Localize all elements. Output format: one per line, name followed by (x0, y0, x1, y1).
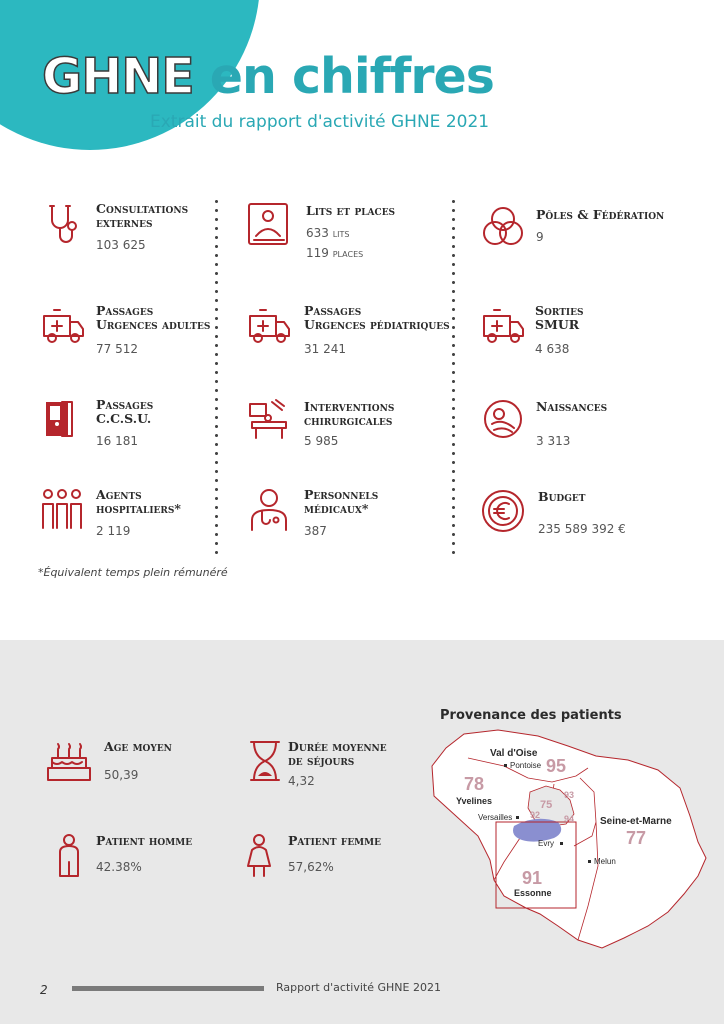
label-versailles: Versailles (478, 813, 513, 822)
door-icon (40, 396, 86, 442)
stat-label: Passages (96, 397, 154, 412)
stat-value: 16 181 (96, 434, 138, 448)
stat-value: 5 985 (304, 434, 339, 448)
footnote: *Équivalent temps plein rémunéré (38, 566, 228, 579)
stat-label: Agents (96, 487, 142, 502)
stat-label: Patient femme (288, 833, 381, 848)
stat-label: de séjours (288, 753, 355, 768)
label-77: 77 (626, 828, 647, 848)
stat-value: 3 313 (536, 434, 571, 448)
hourglass-icon (242, 738, 288, 784)
page-number: 2 (40, 983, 48, 997)
stat-value: 57,62% (288, 860, 334, 874)
city-marker (516, 816, 519, 819)
stat-consultations (40, 200, 210, 260)
label-seine-et-marne: Seine-et-Marne (600, 816, 672, 827)
city-marker (504, 764, 507, 767)
column-separator-1 (215, 197, 218, 557)
birthday-cake-icon (46, 738, 92, 784)
stat-label: Passages (304, 303, 362, 318)
stat-label: Passages (96, 303, 154, 318)
ambulance-icon (480, 302, 526, 348)
label-91: 91 (522, 868, 543, 888)
column-separator-2 (452, 197, 455, 557)
stat-label: Budget (538, 489, 586, 504)
doctor-icon (246, 486, 292, 532)
stat-value: 235 589 392 € (538, 522, 626, 536)
footer-bar (72, 986, 264, 991)
stat-value: 42.38% (96, 860, 142, 874)
stat-budget (480, 488, 680, 544)
stat-label: Naissances (536, 399, 608, 414)
label-75: 75 (540, 799, 553, 811)
people-group-icon (40, 486, 86, 532)
stat-label: hospitaliers* (96, 501, 181, 516)
footer-text: Rapport d'activité GHNE 2021 (276, 981, 441, 994)
ambulance-icon (246, 302, 292, 348)
map-title: Provenance des patients (440, 708, 622, 723)
stethoscope-icon (40, 200, 86, 246)
stat-value: 387 (304, 524, 327, 538)
label-melun: Melun (594, 857, 616, 866)
stat-label: Interventions (304, 399, 395, 414)
stat-ccsu (40, 396, 215, 452)
stat-value: 633 lits (306, 226, 350, 240)
hospital-bed-icon (246, 200, 292, 246)
label-evry: Evry (538, 839, 554, 848)
stat-smur (480, 302, 680, 358)
stat-age-moyen (46, 738, 226, 794)
city-marker (560, 842, 563, 845)
stat-interventions (246, 396, 446, 452)
female-patient-icon (242, 832, 288, 878)
stat-poles (480, 204, 680, 254)
stat-label: Durée moyenne (288, 739, 387, 754)
page-subtitle: Extrait du rapport d'activité GHNE 2021 (150, 112, 490, 132)
label-93: 93 (564, 790, 575, 800)
stat-value: 4 638 (535, 342, 570, 356)
stat-naissances (480, 396, 680, 452)
stat-label: médicaux* (304, 501, 369, 516)
label-95: 95 (546, 756, 567, 776)
stat-label: externes (96, 215, 153, 230)
stat-label: Personnels (304, 487, 379, 502)
stat-label: SMUR (535, 317, 580, 332)
stat-patient-homme (52, 832, 232, 888)
stat-duree-sejours (242, 738, 422, 794)
label-78: 78 (464, 774, 485, 794)
label-yvelines: Yvelines (456, 796, 493, 806)
stat-urgences-adultes (40, 302, 215, 358)
male-patient-icon (52, 832, 98, 878)
stat-label: Urgences adultes (96, 317, 211, 332)
stat-value: 4,32 (288, 774, 315, 788)
label-92: 92 (530, 810, 541, 820)
label-94: 94 (564, 814, 575, 824)
stat-patient-femme (242, 832, 422, 888)
stat-value: 119 places (306, 246, 364, 260)
stat-value: 103 625 (96, 238, 146, 252)
stat-value: 31 241 (304, 342, 346, 356)
stat-value: 2 119 (96, 524, 131, 538)
stat-lits (246, 200, 446, 266)
stat-label: Age moyen (104, 739, 172, 754)
stat-label: Pôles & Fédération (536, 207, 665, 222)
stat-label: C.C.S.U. (96, 411, 152, 426)
venn-circles-icon (480, 204, 526, 250)
page-title: GHNE en chiffres (42, 48, 494, 105)
stat-value: 77 512 (96, 342, 138, 356)
stat-label: Consultations (96, 201, 189, 216)
stat-urgences-pediatriques (246, 302, 450, 358)
label-pontoise: Pontoise (510, 761, 542, 770)
region-outline (432, 730, 706, 948)
stat-value: 50,39 (104, 768, 139, 782)
stat-personnels (246, 486, 446, 542)
ambulance-icon (40, 302, 86, 348)
stat-value: 9 (536, 230, 544, 244)
label-essonne: Essonne (514, 888, 552, 898)
stat-label: Lits et places (306, 203, 396, 218)
stat-agents (40, 486, 215, 542)
stat-label: Patient homme (96, 833, 193, 848)
ile-de-france-map (428, 726, 712, 952)
label-val-doise: Val d'Oise (490, 748, 538, 759)
newborn-icon (480, 396, 526, 442)
surgery-icon (246, 396, 292, 442)
stat-label: chirurgicales (304, 413, 393, 428)
city-marker (588, 860, 591, 863)
stat-label: Urgences pédiatriques (304, 317, 450, 332)
euro-coin-icon (480, 488, 526, 534)
stat-label: Sorties (535, 303, 584, 318)
